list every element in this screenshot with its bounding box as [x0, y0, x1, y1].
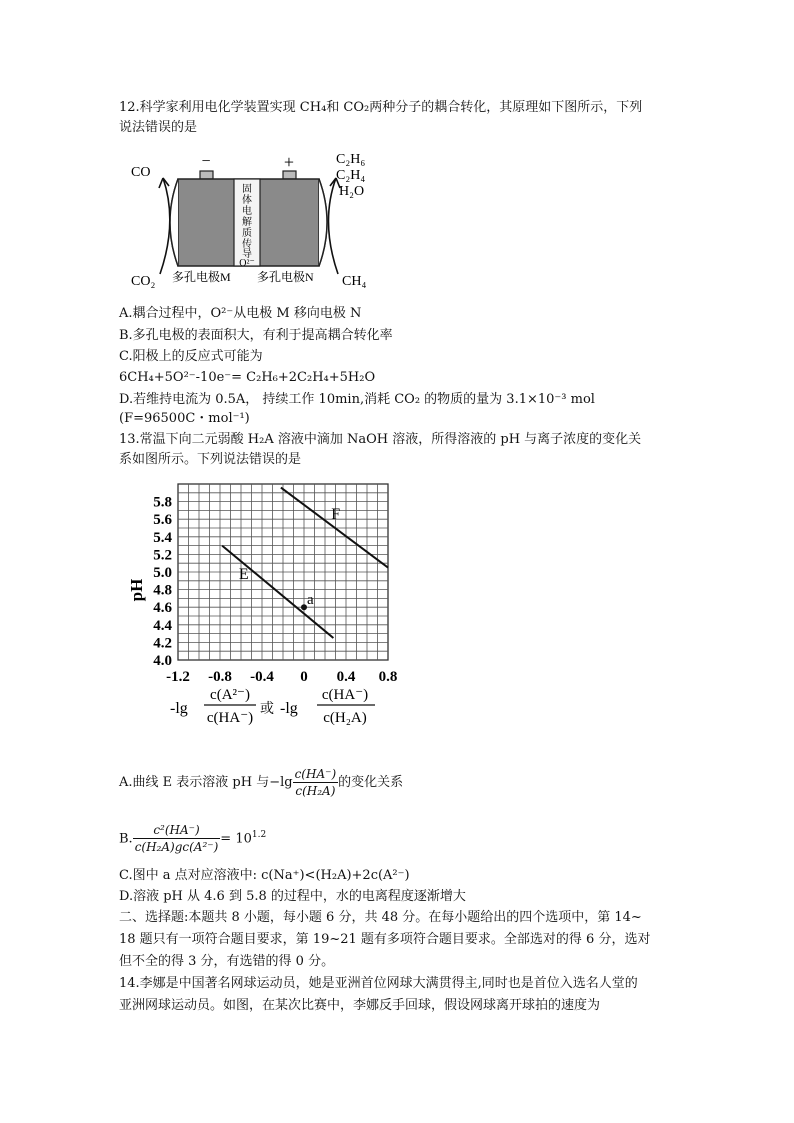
co-label: CO: [131, 165, 151, 180]
electrode-m-label: 多孔电极M: [172, 270, 231, 284]
electrolyte-char-2: 体: [242, 195, 252, 206]
q13-option-a-lg: −lg: [269, 775, 293, 790]
series-line-e: [222, 546, 333, 638]
electrolyte-char-3: 电: [242, 206, 252, 217]
left-flow-arrow: [160, 178, 170, 274]
x-label-lg1: -lg: [170, 700, 188, 717]
x-tick-label: -0.4: [250, 669, 274, 685]
chart-grid: [178, 484, 388, 660]
y-tick-label: 4.6: [153, 600, 172, 617]
electrolyte-char-7: 导: [242, 249, 252, 260]
y-axis-label: pH: [127, 578, 146, 602]
electrolyte-char-4: 解: [242, 217, 252, 228]
series-label-f: F: [331, 506, 341, 524]
negative-terminal: [200, 171, 213, 179]
series-line-f: [281, 488, 388, 568]
q13-option-b-pre: B.: [119, 831, 133, 847]
x-label-frac1-num: c(A²⁻): [210, 687, 250, 703]
ph-chart: [120, 472, 420, 740]
x-tick-label: 0.4: [336, 669, 356, 685]
q12-stem-line2: 说法错误的是: [119, 120, 198, 135]
y-tick-label: 5.4: [153, 529, 172, 546]
q13-option-d: D.溶液 pH 从 4.6 到 5.8 的过程中，水的电离程度逐渐增大: [119, 889, 466, 904]
y-tick-label: 4.2: [153, 635, 172, 652]
q14-line1: 14.李娜是中国著名网球运动员，她是亚洲首位网球大满贯得主,同时也是首位入选名人堂的: [119, 976, 638, 991]
electrolyte-char-5: 质: [242, 228, 252, 239]
oxide-ion-label: O²⁻: [239, 258, 255, 269]
q13-option-a: [119, 763, 403, 803]
section2-line2: 18 题只有一项符合题目要求，第 19~21 题有多项符合题目要求。全部选对的得 6 分，选对: [119, 932, 651, 947]
q13-option-b-post: = 10: [220, 831, 252, 847]
electrochemical-cell-diagram: [120, 150, 380, 292]
q12-equation: 6CH₄+5O²⁻-10e⁻= C₂H₆+2C₂H₄+5H₂O: [119, 370, 376, 385]
c2h6-label: C₂H₆: [336, 152, 366, 167]
section2-line3: 但不全的得 3 分，有选错的得 0 分。: [119, 954, 335, 969]
x-label-frac2-num: c(HA⁻): [321, 687, 369, 703]
y-tick-label: 5.0: [153, 565, 172, 581]
y-tick-label: 5.2: [153, 547, 172, 564]
y-tick-label: 4.8: [153, 582, 172, 599]
q12-option-d-line2: (F=96500C・mol⁻¹): [119, 411, 250, 426]
section2-line1: 二、选择题:本题共 8 小题，每小题 6 分，共 48 分。在每小题给出的四个选项中，第 14~: [119, 910, 642, 925]
x-label-or: 或: [260, 702, 274, 717]
co2-label: CO₂: [131, 274, 156, 289]
x-label-frac1-den: c(HA⁻): [206, 710, 254, 726]
plus-sign: +: [283, 152, 295, 172]
y-tick-label: 4.0: [153, 653, 172, 669]
point-a-label: a: [307, 592, 314, 609]
q13-option-b-exp: 1.2: [251, 830, 267, 840]
x-tick-label: 0.8: [378, 669, 398, 685]
q13-option-a-num: c(HA⁻): [294, 767, 337, 781]
q13-option-b-den: c(H₂A)gc(A²⁻): [134, 840, 219, 855]
x-label-frac2-den: c(H₂A): [323, 710, 367, 726]
electrolyte-char-6: 传: [242, 239, 252, 250]
electrolyte-char-1: 固: [242, 184, 252, 195]
x-tick-label: 0: [300, 669, 308, 685]
x-label-lg2: -lg: [280, 700, 298, 717]
c2h4-label: C₂H₄: [336, 168, 366, 183]
q13-option-c: C.图中 a 点对应溶液中: c(Na⁺)<(H₂A)+2c(A²⁻): [119, 868, 410, 883]
q13-option-a-pre: A.曲线 E 表示溶液 pH 与: [119, 775, 270, 790]
y-tick-label: 4.4: [153, 617, 172, 634]
electrode-n-label: 多孔电极N: [257, 270, 314, 284]
y-tick-label: 5.8: [153, 494, 172, 511]
h2o-label: H₂O: [339, 184, 365, 199]
minus-sign: −: [201, 153, 211, 170]
q12-option-d-line1: D.若维持电流为 0.5A， 持续工作 10min,消耗 CO₂ 的物质的量为 3.1×10⁻³ mol: [119, 392, 595, 407]
right-flow-arrow: [328, 178, 338, 274]
q13-option-b: [119, 815, 266, 855]
q12-option-a: A.耦合过程中，O²⁻从电极 M 移向电极 N: [119, 306, 362, 321]
q13-option-b-num: c²(HA⁻): [133, 822, 221, 839]
y-tick-label: 5.6: [153, 512, 172, 529]
q13-stem-line1: 13.常温下向二元弱酸 H₂A 溶液中滴加 NaOH 溶液，所得溶液的 pH 与离子浓度的变化关: [119, 432, 642, 447]
positive-terminal: [283, 171, 296, 179]
q13-option-a-den: c(H₂A): [295, 784, 336, 798]
series-label-e: E: [238, 566, 249, 584]
ch4-label: CH₄: [342, 274, 367, 289]
q13-stem-line2: 系如图所示。下列说法错误的是: [119, 452, 302, 467]
q13-option-a-post: 的变化关系: [338, 775, 404, 790]
q14-line2: 亚洲网球运动员。如图，在某次比赛中，李娜反手回球，假设网球离开球拍的速度为: [119, 998, 601, 1013]
x-tick-label: -1.2: [166, 669, 190, 685]
q12-option-b: B.多孔电极的表面积大，有利于提高耦合转化率: [119, 328, 393, 343]
q12-stem-line1: 12.科学家利用电化学装置实现 CH₄和 CO₂两种分子的耦合转化，其原理如下图所示，下列: [119, 100, 643, 115]
q12-option-c: C.阳极上的反应式可能为: [119, 349, 263, 364]
x-tick-label: -0.8: [208, 669, 232, 685]
